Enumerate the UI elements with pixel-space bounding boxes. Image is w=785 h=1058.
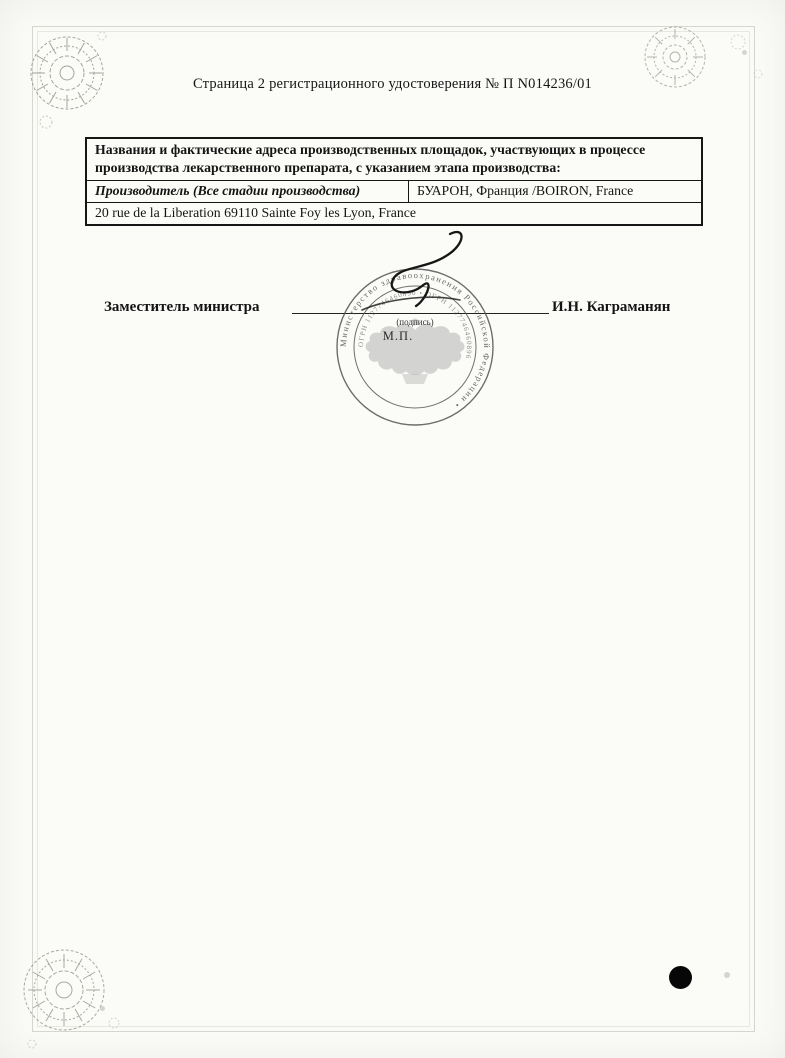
scan-speck	[100, 1006, 105, 1011]
scan-speck	[724, 972, 730, 978]
production-sites-table	[85, 137, 703, 226]
seal-ring-text: Министерство здравоохранения Российской Федерации •	[337, 269, 493, 411]
handwritten-signature	[332, 226, 492, 326]
scan-speck	[742, 50, 747, 55]
table-title-cell: Названия и фактические адреса производственных площадок, участвующих в процессе производства лекарственного препарата, с указанием этапа производства:	[86, 138, 702, 180]
signature-caption: (подпись)	[396, 317, 434, 327]
producer-label-cell: Производитель (Все стадии производства)	[86, 180, 409, 202]
deputy-minister-title: Заместитель министра	[104, 299, 260, 315]
punch-hole-dot	[669, 966, 692, 989]
signatory-name: И.Н. Каграманян	[552, 299, 671, 315]
seal-inner-ring-text: ОГРН 1127746460896 • ОГРН 1127746460896	[356, 288, 474, 361]
producer-value-cell: БУАРОН, Франция /BOIRON, France	[409, 180, 703, 202]
table-row	[86, 202, 702, 225]
page-title: Страница 2 регистрационного удостоверения № П N014236/01	[192, 76, 593, 92]
corner-ornament-top-right	[630, 12, 780, 122]
producer-address-cell: 20 rue de la Liberation 69110 Sainte Foy les Lyon, France	[86, 202, 702, 225]
corner-ornament-bottom-left	[4, 928, 144, 1058]
table-row	[86, 138, 702, 180]
seal-place-label: М.П.	[382, 329, 414, 343]
table-row	[86, 180, 702, 202]
